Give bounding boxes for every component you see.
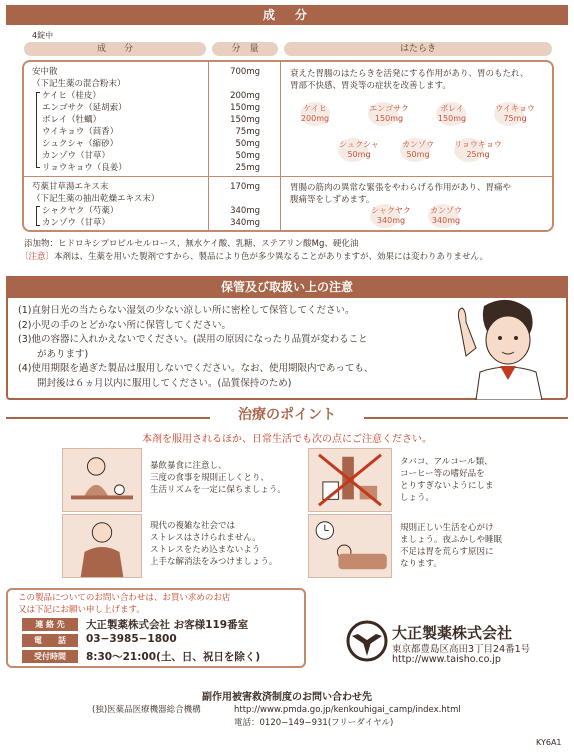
storage-line: (3)他の容器に入れかえないでください。(誤用の原因になったり品質が変わること [18,334,368,345]
herb-shakuyaku: シャクヤク 340mg [366,206,416,226]
tip-diet: 暴飲暴食に注意し、 三度の食事を規則正しくとり、 生活リズムを一定に保ちましょう。 [150,461,286,495]
company-name: 大正製薬株式会社 [392,624,513,642]
tip-stimulants: タバコ、アルコール類、 コーヒー等の嗜好品を とりすぎないようにしま しょう。 [400,457,494,503]
ingredient-name: （下記生薬の抽出乾燥エキス末） [32,194,160,204]
ingredient-amount: 50mg [235,139,260,149]
bracket [36,206,40,226]
group1-ingredients [32,66,126,90]
herb-keihi: ケイヒ 200mg [296,104,334,124]
caution-label: 〔注意〕 [20,252,55,262]
tip-sleep: 規則正しい生活を心がけ ましょう。夜ふかしや睡眠 不足は胃を荒らす原因に なります。 [400,523,503,569]
ingredient-name: シャクヤク（芍薬） [42,206,119,216]
ingredient-name: カンゾウ（甘草） [42,218,111,228]
product-code: KY6A1 [536,738,562,747]
relief-url[interactable]: http://www.pmda.go.jp/kenkouhigai_camp/index.html [234,705,461,715]
relief-organization: (独)医薬品医療機器総合機構 [92,705,201,715]
section-title-ingredients: 成 分 [6,5,568,25]
column-header-ingredient: 成 分 [24,42,206,56]
treatment-subtitle: 本剤を服用されるほか、日常生活でも次の点にご注意ください。 [142,434,432,445]
contact-label: 連 絡 先 [22,618,78,631]
ingredient-amount: 170mg [230,182,260,192]
relief-title: 副作用被害救済制度のお問い合わせ先 [202,692,372,703]
storage-line: があります) [18,348,89,360]
herb-kanzo: カンゾウ 50mg [396,140,440,160]
ingredient-name: ボレイ（牡蠣） [42,115,102,125]
storage-line: (4)使用期限を過ぎた製品は服用しないでください。なお、使用期限内であっても、 [18,363,374,374]
group2-amounts [212,181,260,229]
company-eagle-logo [346,620,388,662]
ingredient-name: 安中散 [32,67,58,77]
herb-shukusha: シュクシャ 50mg [334,140,384,160]
group1-herb-list [42,90,127,174]
column-divider [208,62,209,230]
ingredient-name: リョウキョウ（良姜） [42,163,127,173]
herb-uikyo: ウイキョウ 75mg [490,104,540,124]
row-divider [24,176,552,177]
ingredient-amount: 150mg [230,115,260,125]
ingredient-amount: 150mg [230,103,260,113]
herb-engosaku: エンゴサク 150mg [364,104,414,124]
ingredient-name: （下記生薬の混合粉末） [32,79,126,89]
ingredient-name: カンゾウ（甘草） [42,151,111,161]
tip-stress: 現代の複雑な社会では ストレスはさけられません。 ストレスをため込まないよう 上手な解消法をみつけましょう。 [150,521,278,567]
pharmacist-illustration [446,296,556,400]
stress-illustration [62,514,142,578]
section-title-treatment: 治療のポイント [210,404,364,424]
effect-text: 腹痛等をしずめます。 [290,195,375,205]
sleep-illustration [308,514,392,578]
ingredient-amount: 25mg [235,163,260,173]
contact-value: 大正製薬株式会社 お客様119番室 [86,619,249,631]
ingredient-name: ケイヒ（桂皮） [42,91,101,101]
group2-herb-list [42,205,118,229]
effect-text: 胃部不快感、胃炎等の症状を改善します。 [290,81,451,91]
ingredient-name: ウイキョウ（茴香） [42,127,119,137]
ingredient-name: エンゴサク（延胡索） [42,103,127,113]
column-header-amount: 分 量 [212,42,278,56]
additives-text: 添加物：ヒドロキシプロピルセルロース、無水ケイ酸、乳糖、ステアリン酸Mg、硬化油 [24,239,359,249]
herb-borei: ボレイ 150mg [432,104,472,124]
bracket [36,92,40,168]
group1-effect [290,68,529,92]
herb-ryokyo: リョウキョウ 25mg [450,140,506,160]
contact-intro: この製品についてのお問い合わせは、お買い求めのお店 又は下記にお願い申し上げます。 [18,593,231,615]
storage-line: (2)小児の手のとどかない所に保管してください。 [18,319,231,331]
relief-phone: 電話：0120−149−931(フリーダイヤル) [234,718,394,728]
contact-phone: 03−3985−1800 [86,633,177,645]
company-address: 東京都豊島区高田3丁目24番1号 [392,644,531,655]
ingredient-name: 芍薬甘草湯エキス末 [32,182,109,192]
contact-label: 受付時間 [22,650,78,663]
section-title-storage: 保管及び取扱い上の注意 [6,276,568,298]
herb-kanzo-2: カンゾウ 340mg [424,206,468,226]
column-divider [280,62,281,230]
per-dose-label: 4錠中 [32,31,54,40]
ingredient-amount: 200mg [230,91,260,101]
group2-effect [290,182,511,206]
no-alcohol-tobacco-illustration [308,448,392,512]
group2-ingredients [32,181,159,205]
ingredient-amount: 50mg [235,151,260,161]
effect-text: 胃腸の筋肉の異常な緊張をやわらげる作用があり、胃痛や [290,183,512,193]
group1-amounts [212,66,260,174]
ingredient-amount: 700mg [230,67,260,77]
storage-line: 開封後は６ヵ月以内に服用してください。(品質保持のため) [18,377,292,389]
ingredient-amount: 75mg [235,127,260,137]
storage-instructions [18,304,373,391]
column-header-effect: はたらき [284,42,552,56]
storage-line: (1)直射日光の当たらない湿気の少ない涼しい所に密栓して保管してください。 [18,305,355,316]
caution-text: 本剤は、生薬を用いた製剤ですから、製品により色が多少異なることがありますが、効果には変わりありません。 [54,252,489,262]
contact-hours: 8:30〜21:00(土、日、祝日を除く) [86,651,261,663]
effect-text: 衰えた胃腸のはたらきを活発にする作用があり、胃のもたれ、 [290,69,529,79]
ingredient-amount: 340mg [230,218,260,228]
caution-note [20,251,488,263]
contact-label: 電 話 [22,634,78,647]
company-url[interactable]: http://www.taisho.co.jp [392,654,501,665]
ingredient-name: シュクシャ（縮砂） [42,139,119,149]
meal-illustration [62,448,142,512]
ingredient-amount: 340mg [230,206,260,216]
